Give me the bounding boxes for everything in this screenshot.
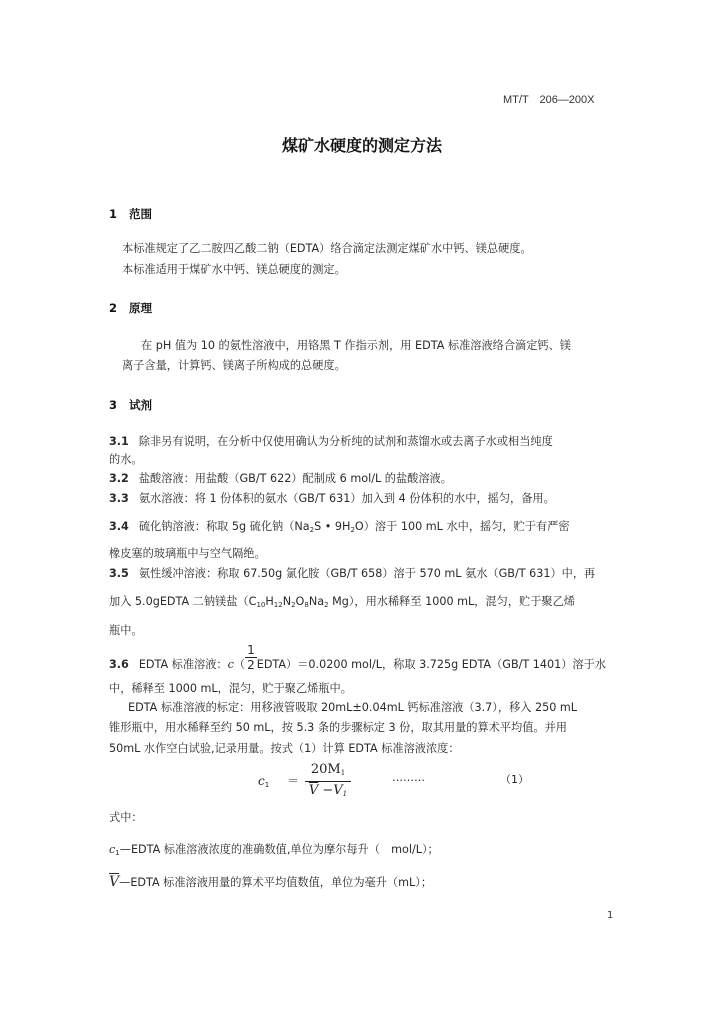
clause-3-3: [109, 490, 555, 506]
symbol: c: [109, 843, 116, 856]
section-1-heading: [109, 206, 152, 222]
clause-text: [109, 593, 575, 609]
subscript: 1: [340, 769, 346, 777]
section-title: 原理: [129, 301, 152, 315]
fraction-one-half: [245, 643, 257, 672]
clause-text: EDTA 标准溶液：: [138, 657, 228, 671]
paragraph: 离子含量，计算钙、镁离子所构成的总硬度。: [122, 359, 346, 372]
formula-denominator: [305, 781, 351, 803]
clause-text: Na: [308, 595, 325, 608]
definition-text: —EDTA 标准溶液用量的算术平均值数值，单位为毫升（mL）；: [119, 876, 433, 889]
formula-text: 20M: [310, 762, 341, 777]
where-title: 式中：: [109, 811, 143, 824]
page-number: 1: [607, 910, 614, 921]
clause-text: 加入 5.0gEDTA 二钠镁盐（C: [109, 595, 257, 608]
subscript: 2: [309, 526, 315, 534]
definition-c1: [109, 841, 439, 857]
clause-text: 橡皮塞的玻璃瓶中与空气隔绝。: [109, 547, 266, 560]
clause-text: 氨性缓冲溶液：称取 67.50g 氯化胺（GB/T 658）溶于 570 mL 氨水（GB/T 631）中，再: [138, 567, 596, 580]
clause-text: O: [295, 595, 305, 608]
clause-3-6: [109, 643, 606, 672]
formula-text: $\overline{V}$: [308, 783, 319, 798]
section-title: 范围: [129, 207, 152, 221]
definition-text: —EDTA 标准溶液浓度的准确数值,单位为摩尔每升（ mol/L）；: [119, 843, 439, 856]
clause-text: 中，稀释至 1000 mL，混匀，贮于聚乙烯瓶中。: [109, 682, 352, 695]
clause-text: O）溶于 100 mL 水中，摇匀，贮于有严密: [354, 520, 570, 533]
clause-text: Mg），用水稀释至 1000 mL，混匀，贮于聚乙烯: [328, 595, 575, 608]
formula-fraction: [305, 762, 351, 803]
clause-text: 的水。: [109, 453, 143, 466]
formula-numerator: [305, 762, 351, 781]
subscript: 10: [256, 601, 266, 609]
clause-text: H: [265, 595, 274, 608]
fraction-denominator: 2: [247, 658, 255, 672]
section-number: 2: [109, 301, 118, 315]
section-number: 1: [109, 207, 118, 221]
calibration-line-1: EDTA 标准溶液的标定：用移液管吸取 20mL±0.04mL 钙标准溶液（3.7），移入 250 mL: [128, 701, 578, 714]
clause-3-2: [109, 470, 452, 486]
document-title: 煤矿水硬度的测定方法: [281, 136, 442, 155]
clause-text: （: [233, 657, 246, 671]
clause-number: 3.3: [109, 492, 129, 505]
subscript: 2: [324, 601, 329, 609]
definition-v-bar: [109, 874, 432, 890]
symbol: $\overline{V}$: [109, 874, 120, 890]
fraction-numerator: 1: [247, 643, 255, 657]
calibration-line-2: 锥形瓶中，用水稀释至约 50 mL，按 5.3 条的步骤标定 3 份，取其用量的算术平均值。并用: [109, 721, 567, 734]
clause-text: 硫化钠溶液：称取 5g 硫化钠（Na: [138, 520, 310, 533]
concentration-symbol: c: [227, 657, 234, 671]
formula-leader-dots: ………: [392, 771, 425, 784]
subscript: 1: [115, 849, 120, 857]
clause-3-4: [109, 518, 570, 534]
section-number: 3: [109, 398, 118, 412]
clause-text: 瓶中。: [109, 624, 143, 637]
clause-number: 3.6: [109, 657, 129, 671]
subscript: 1: [264, 781, 270, 789]
clause-text: 氨水溶液：将 1 份体积的氨水（GB/T 631）加入到 4 份体积的水中，摇匀，备用。: [138, 492, 555, 505]
formula-lhs: c: [258, 774, 265, 788]
section-2-heading: [109, 300, 152, 316]
clause-number: 3.1: [109, 435, 129, 448]
subscript: 2: [350, 526, 355, 534]
subscript: 1: [342, 790, 348, 798]
paragraph: 本标准适用于煤矿水中钙、镁总硬度的测定。: [122, 263, 346, 276]
clause-text: 盐酸溶液：用盐酸（GB/T 622）配制成 6 mol/L 的盐酸溶液。: [138, 472, 452, 485]
clause-3-1: [109, 433, 553, 449]
clause-number: 3.5: [109, 567, 129, 580]
paragraph: 在 pH 值为 10 的氨性溶液中，用铬黑 T 作指示剂，用 EDTA 标准溶液络合滴定钙、镁: [141, 339, 571, 352]
standard-number: MT/T 206—200X: [503, 94, 595, 106]
clause-text: 除非另有说明，在分析中仅使用确认为分析纯的试剂和蒸馏水或去离子水或相当纯度: [138, 435, 553, 448]
clause-text: N: [282, 595, 292, 608]
clause-text: S • 9H: [314, 520, 351, 533]
paragraph: 本标准规定了乙二胺四乙酸二钠（EDTA）络合滴定法测定煤矿水中钙、镁总硬度。: [122, 242, 532, 255]
calibration-line-3: 50mL 水作空白试验,记录用量。按式（1）计算 EDTA 标准溶液浓度：: [109, 742, 460, 755]
clause-number: 3.2: [109, 472, 129, 485]
formula-label: （1）: [500, 773, 529, 786]
section-title: 试剂: [129, 398, 152, 412]
section-3-heading: [109, 397, 152, 413]
clause-3-5: [109, 565, 595, 581]
subscript: 8: [304, 601, 309, 609]
clause-text: EDTA）＝0.0200 mol/L，称取 3.725g EDTA（GB/T 1401）溶于水: [256, 657, 606, 671]
clause-number: 3.4: [109, 520, 129, 533]
equals-sign: ＝: [287, 774, 300, 788]
subscript: 2: [291, 601, 296, 609]
subscript: 12: [273, 601, 283, 609]
formula-text: −V: [318, 783, 343, 798]
